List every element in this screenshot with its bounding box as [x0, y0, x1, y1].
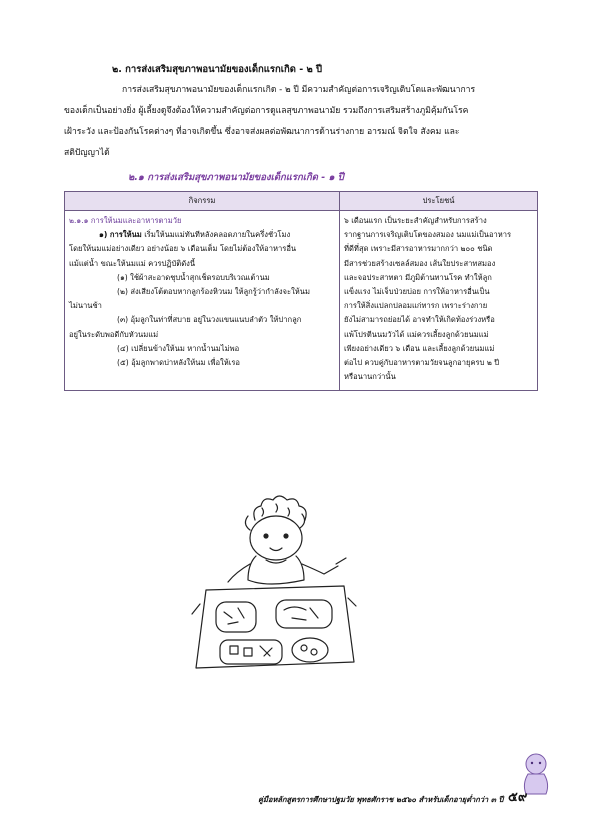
activity-step: (๑) ใช้ผ้าสะอาดชุบน้ำสุกเช็ดรอบบริเวณเต้านม — [117, 272, 270, 282]
page-footer: คู่มือหลักสูตรการศึกษาปฐมวัย พุทธศักราช ๒๕๖๐ สำหรับเด็กอายุต่ำกว่า ๓ ปี — [258, 795, 504, 804]
benefit-line: ที่ดีที่สุด เพราะมีสารอาหารมากกว่า ๒๐๐ ชนิด — [344, 244, 493, 254]
page-number: ๕๙ — [508, 790, 528, 805]
activity-line: แม้แต่น้ำ ขณะให้นมแม่ ควรปฏิบัติดังนี้ — [69, 258, 196, 268]
paragraph-line: เฝ้าระวัง และป้องกันโรคต่างๆ ที่อาจเกิดขึ้น ซึ่งอาจส่งผลต่อพัฒนาการด้านร่างกาย อารมณ์ จิตใจ สังคม และ — [64, 127, 460, 137]
section-heading: ๒. การส่งเสริมสุขภาพอนามัยของเด็กแรกเกิด - ๒ ปี — [112, 64, 323, 75]
subsection-heading: ๒.๑ การส่งเสริมสุขภาพอนามัยของเด็กแรกเกิด - ๑ ปี — [128, 172, 344, 183]
benefit-line: หรือนานกว่านั้น — [344, 372, 396, 382]
activity-title: ๒.๑.๑ การให้นมและอาหารตามวัย — [69, 216, 182, 225]
benefit-line: การให้สิ่งแปลกปลอมแก่ทารก เพราะร่างกาย — [344, 301, 488, 311]
activity-table — [64, 191, 538, 391]
activity-line: อยู่ในระดับพอดีกับหัวนมแม่ — [69, 329, 159, 339]
activity-line: โดยให้นมแม่อย่างเดียว อย่างน้อย ๖ เดือนเต็ม โดยไม่ต้องให้อาหารอื่น — [69, 244, 297, 254]
benefit-line: มีสารช่วยสร้างเซลล์สมอง เส้นใยประสาทสมอง — [344, 258, 496, 268]
table-header-row — [65, 192, 538, 211]
header-activity: กิจกรรม — [65, 192, 340, 211]
intro-paragraph — [64, 80, 536, 164]
benefit-line: ๖ เดือนแรก เป็นระยะสำคัญสำหรับการสร้าง — [344, 216, 487, 225]
activity-cell — [65, 211, 340, 391]
child-eating-illustration — [180, 478, 370, 688]
activity-step: (๓) อุ้มลูกในท่าที่สบาย อยู่ในวงแขนแนบลำตัว ให้ปากลูก — [117, 315, 302, 325]
benefit-line: ยังไม่สามารถย่อยได้ อาจทำให้เกิดท้องร่วงหรือ — [344, 315, 495, 325]
item-label: ๑) การให้นม — [99, 230, 142, 240]
activity-step: (๕) อุ้มลูกพาดบ่าหลังให้นม เพื่อให้เรอ — [117, 358, 240, 368]
table-row — [65, 211, 538, 391]
paragraph-line: สติปัญญาได้ — [64, 148, 110, 158]
benefit-line: และจอประสาทตา มีภูมิต้านทานโรค ทำให้ลูก — [344, 272, 492, 282]
activity-step: (๔) เปลี่ยนข้างให้นม หากน้ำนมไม่พอ — [117, 343, 240, 353]
header-benefit: ประโยชน์ — [340, 192, 538, 211]
activity-line: ไม่นานช้า — [69, 301, 102, 311]
benefit-line: แข็งแรง ไม่เจ็บป่วยบ่อย การให้อาหารอื่นเป็น — [344, 287, 490, 297]
benefit-line: ต่อไป ควบคู่กับอาหารตามวัยจนลูกอายุครบ ๒ ปี — [344, 358, 500, 368]
benefit-line: รากฐานการเจริญเติบโตของสมอง นมแม่เป็นอาหาร — [344, 230, 512, 240]
paragraph-line: ของเด็กเป็นอย่างยิ่ง ผู้เลี้ยงดูจึงต้องให้ความสำคัญต่อการดูแลสุขภาพอนามัย รวมถึงการเสริมสร้างภูมิคุ้มกันโรค — [64, 106, 469, 116]
paragraph-line: การส่งเสริมสุขภาพอนามัยของเด็กแรกเกิด - ๒ ปี มีความสำคัญต่อการเจริญเติบโตและพัฒนาการ — [122, 85, 476, 95]
activity-item — [69, 228, 335, 242]
benefit-line: แพ้โปรตีนนมวัวได้ แม่ควรเลี้ยงลูกด้วยนมแม่ — [344, 329, 489, 339]
activity-step: (๒) ส่งเสียงโต้ตอบหากลูกร้องหิวนม ให้ลูกรู้ว่ากำลังจะให้นม — [117, 287, 310, 297]
benefit-cell — [340, 211, 538, 391]
benefit-line: เพียงอย่างเดียว ๖ เดือน และเลี้ยงลูกด้วยนมแม่ — [344, 343, 495, 353]
item-text: เริ่มให้นมแม่ทันทีหลังคลอดภายในครึ่งชั่วโมง — [141, 230, 291, 240]
